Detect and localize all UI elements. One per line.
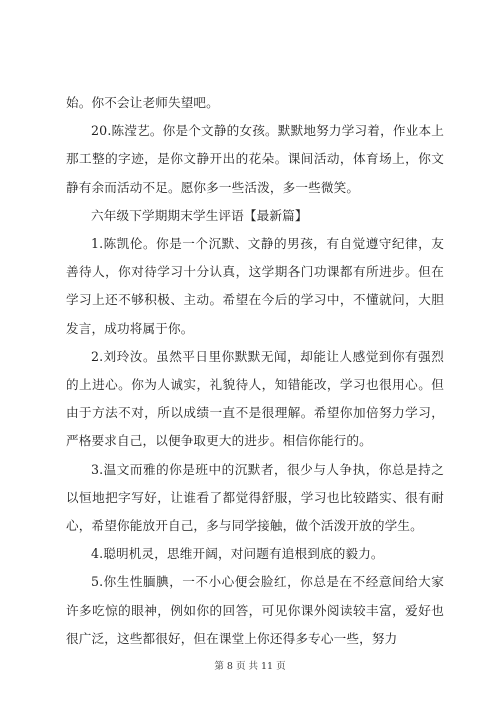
paragraph-comment-1: 1.陈凯伦。你是一个沉默、文静的男孩，有自觉遵守纪律，友善待人，你对待学习十分认真，这学期各门功课都有所进步。但在学习上还不够积极、主动。希望在今后的学习中，不懂就问，大胆发言，成功将属于你。 xyxy=(66,236,444,336)
document-body xyxy=(66,89,444,653)
paragraph-continuation: 始。你不会让老师失望吧。 xyxy=(66,95,219,110)
section-heading: 六年级下学期期末学生评语【最新篇】 xyxy=(91,207,308,223)
paragraph-comment-4: 4.聪明机灵，思维开阔，对问题有追根到底的毅力。 xyxy=(91,546,384,562)
paragraph-comment-3: 3.温文而雅的你是班中的沉默者，很少与人争执，你总是持之以恒地把字写好，让谁看了都觉得舒服，学习也比较踏实、很有耐心，希望你能放开自己，多与同学接触，做个活泼开放的学生。 xyxy=(66,461,444,534)
paragraph-comment-20: 20.陈滢艺。你是个文静的女孩。默默地努力学习着，作业本上那工整的字迹，是你文静开出的花朵。课间活动，体育场上，你文静有余而活动不足。愿你多一些活泼，多一些微笑。 xyxy=(66,123,444,195)
paragraph-comment-5: 5.你生性腼腆，一不小心便会脸红，你总是在不经意间给大家许多吃惊的眼神，例如你的回答，可见你课外阅读较丰富，爱好也很广泛，这些都很好，但在课堂上你还得多专心一些，努力 xyxy=(66,574,444,646)
page-footer: 第 8 页 共 11 页 xyxy=(214,661,286,672)
paragraph-comment-2: 2.刘玲汝。虽然平日里你默默无闻，却能让人感觉到你有强烈的上进心。你为人诚实，礼貌待人，知错能改，学习也很用心。但由于方法不对，所以成绩一直不是很理解。希望你加倍努力学习，严格要求自己，以便争取更大的进步。相信你能行的。 xyxy=(66,348,444,449)
